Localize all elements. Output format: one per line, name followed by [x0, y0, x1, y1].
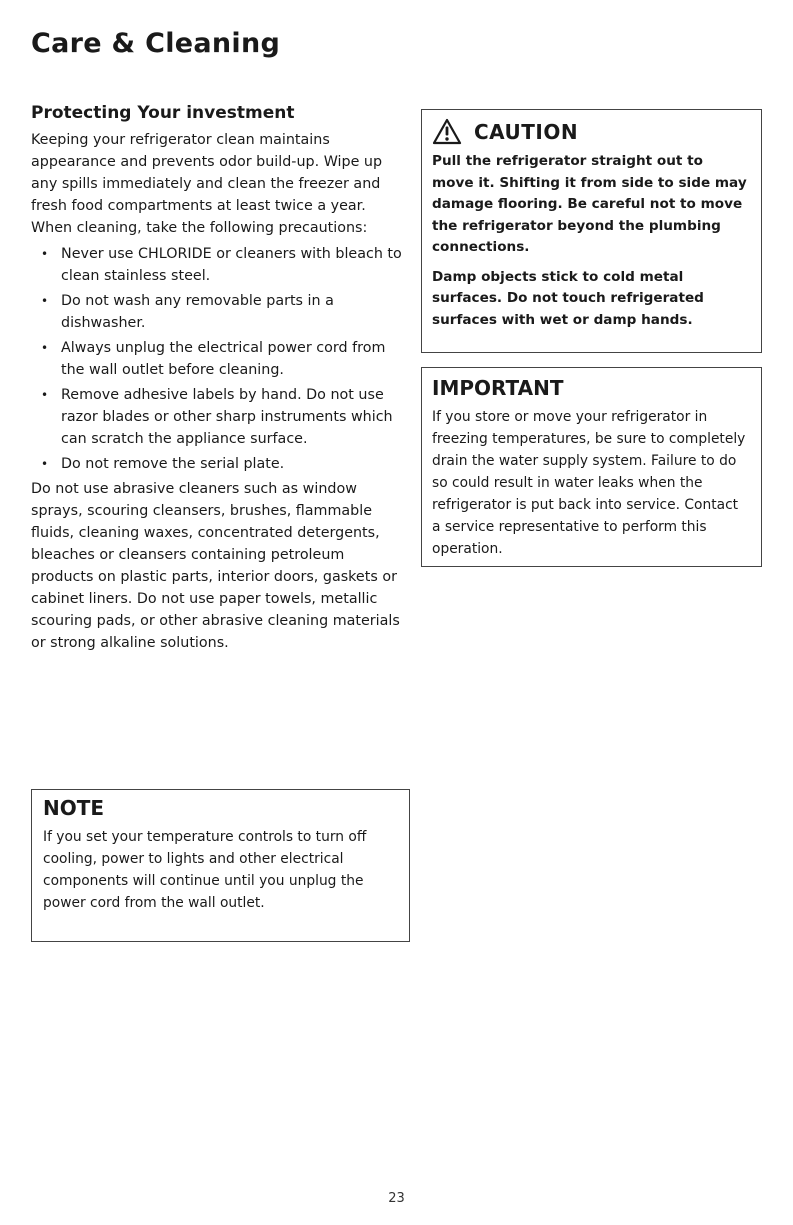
- important-title: IMPORTANT: [432, 376, 564, 400]
- caution-move-text: Pull the refrigerator straight out to move it. Shifting it from side to side may damage flooring. Be careful not to move the refrigerator beyond the plumbing connections.: [432, 153, 747, 255]
- page-title: Care & Cleaning: [31, 28, 281, 59]
- caution-title: CAUTION: [474, 119, 579, 144]
- important-text: If you store or move your refrigerator in freezing temperatures, be sure to completely drain the water supply system. Failure to do so could result in water leaks when the refrigerator is put back into service. Contact a service representative to perform this operation.: [432, 409, 746, 557]
- intro-paragraph: Keeping your refrigerator clean maintains appearance and prevents odor build-up. Wipe up any spills immediately and clean the freezer and fresh food compartments at least twice a year. When cleaning, take the following precautions:: [31, 132, 383, 236]
- caution-cold-metal-text: Damp objects stick to cold metal surfaces. Do not touch refrigerated surfaces with wet or damp hands.: [432, 268, 704, 328]
- section-title: Protecting Your investment: [31, 103, 295, 123]
- important-box: [421, 367, 762, 567]
- list-item: • Do not wash any removable parts in a dishwasher.: [31, 290, 406, 334]
- list-item: • Remove adhesive labels by hand. Do not use razor blades or other sharp instruments which can scratch the appliance surface.: [31, 384, 406, 450]
- note-box: [31, 789, 410, 942]
- list-item: • Always unplug the electrical power cord from the wall outlet before cleaning.: [31, 337, 406, 381]
- warning-triangle-icon: [432, 118, 462, 145]
- protecting-section: [31, 103, 406, 654]
- precautions-list: [31, 243, 406, 475]
- note-text: If you set your temperature controls to turn off cooling, power to lights and other electrical components will continue until you unplug the power cord from the wall outlet.: [43, 829, 367, 911]
- caution-box: [421, 109, 762, 353]
- list-item: • Never use CHLORIDE or cleaners with bleach to clean stainless steel.: [31, 243, 406, 287]
- abrasive-cleaners-paragraph: Do not use abrasive cleaners such as window sprays, scouring cleansers, brushes, flammable fluids, cleaning waxes, concentrated detergents, bleaches or cleansers containing petroleum products on plastic parts, interior doors, gaskets or cabinet liners. Do not use paper towels, metallic scouring pads, or other abrasive cleaning materials or strong alkaline solutions.: [31, 481, 400, 651]
- list-item: • Do not remove the serial plate.: [31, 453, 406, 475]
- page-number: 23: [388, 1191, 405, 1206]
- note-title: NOTE: [43, 796, 105, 820]
